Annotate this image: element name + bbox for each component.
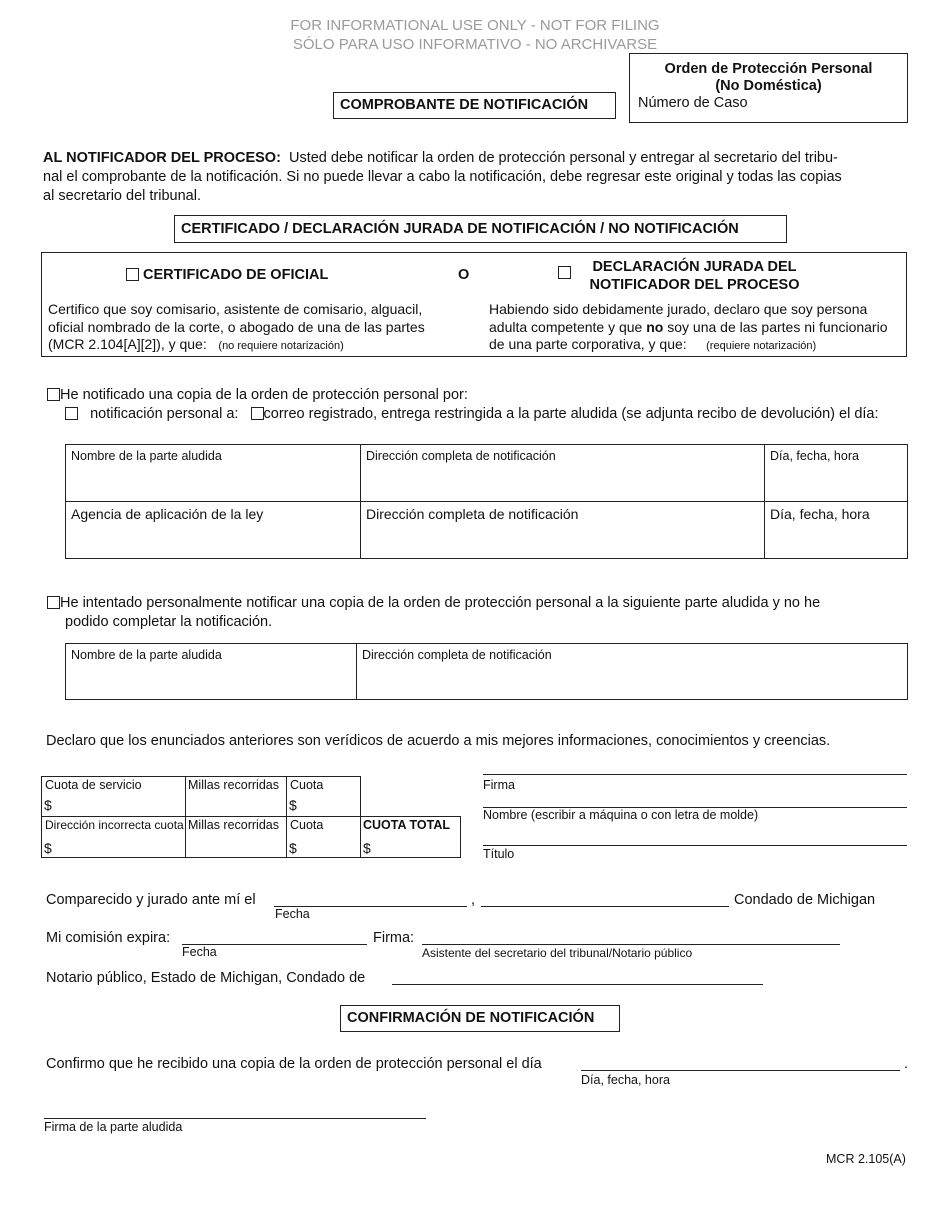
total-fee-input[interactable]: $ (363, 840, 371, 856)
instructions-line-2: nal el comprobante de la notificación. Si no puede llevar a cabo la notificación, debe regresar este original y todas las copias (43, 169, 842, 185)
agency-address-cell[interactable]: Dirección completa de notificación (361, 502, 765, 559)
table-row (66, 644, 908, 700)
served-table (65, 444, 908, 559)
served-name-cell[interactable]: Nombre de la parte aludida (66, 445, 361, 502)
or-separator: O (458, 267, 470, 283)
county-suffix: Condado de Michigan (734, 892, 876, 908)
commission-date-label: Fecha (182, 945, 217, 959)
notary-public-label: Notario público, Estado de Michigan, Condado de (46, 970, 366, 986)
table-row (66, 445, 908, 502)
agency-datetime-cell[interactable]: Día, fecha, hora (765, 502, 908, 559)
fee-input-2[interactable]: $ (289, 840, 297, 856)
form-title: COMPROBANTE DE NOTIFICACIÓN (333, 92, 616, 119)
acknowledgment-date-label: Día, fecha, hora (581, 1073, 670, 1087)
attempted-checkbox[interactable] (47, 596, 60, 609)
acknowledgment-statement: Confirmo que he recibido una copia de la orden de protección personal el día (46, 1056, 542, 1072)
attempted-statement-line-2: podido completar la notificación. (65, 613, 273, 630)
wrong-address-fee-label: Dirección incorrecta cuota (45, 818, 184, 832)
affidavit-note: (requiere notarización) (706, 340, 817, 352)
instructions-line-3: al secretario del tribunal. (43, 188, 201, 204)
fee-input-1[interactable]: $ (289, 797, 297, 813)
certificate-box (41, 252, 907, 357)
officer-note: (no requiere notarización) (218, 340, 344, 352)
name-label: Nombre (escribir a máquina o con letra de molde) (483, 808, 759, 822)
attempted-address-cell[interactable]: Dirección completa de notificación (357, 644, 908, 700)
fee-label-2: Cuota (290, 818, 324, 832)
personal-service-label: notificación personal a: (90, 406, 239, 422)
certificate-section-title: CERTIFICADO / DECLARACIÓN JURADA DE NOTIFICACIÓN / NO NOTIFICACIÓN (174, 215, 787, 243)
served-statement (47, 387, 468, 403)
order-title-line-2: (No Doméstica) (715, 78, 822, 94)
officer-text-line-3: (MCR 2.104[A][2]), y que: (48, 336, 207, 352)
sworn-before-label: Comparecido y jurado ante mí el (46, 892, 256, 908)
form-number: MCR 2.105(A) (826, 1152, 906, 1166)
fees-grid (41, 776, 461, 859)
instructions-line-1: Usted debe notificar la orden de protección personal y entregar al secretario del tribu- (288, 150, 838, 166)
miles-label-2: Millas recorridas (188, 818, 279, 832)
affidavit-text-line-1: Habiendo sido debidamente jurado, declaro que soy persona (489, 301, 868, 317)
affidavit-title-line-2: NOTIFICADOR DEL PROCESO (589, 277, 800, 293)
served-statement-text: He notificado una copia de la orden de protección personal por: (60, 387, 468, 403)
acknowledgment-title: CONFIRMACIÓN DE NOTIFICACIÓN (340, 1005, 620, 1032)
party-signature-label: Firma de la parte aludida (44, 1120, 183, 1134)
affidavit-text-line-2c: soy una de las partes ni funcionario (667, 318, 888, 335)
total-fee-label: CUOTA TOTAL (363, 818, 451, 832)
instructions (43, 149, 913, 206)
attempted-name-cell[interactable]: Nombre de la parte aludida (66, 644, 357, 700)
case-number-label: Número de Caso (638, 95, 748, 111)
miles-label-1: Millas recorridas (188, 778, 279, 792)
title-line[interactable] (483, 845, 907, 846)
officer-text (48, 301, 468, 356)
declaration-text: Declaro que los enunciados anteriores son verídicos de acuerdo a mis mejores informaciones, conocimientos y creencias. (46, 733, 831, 749)
attempted-table (65, 643, 908, 700)
sworn-date-label: Fecha (275, 907, 310, 921)
commission-expires-label: Mi comisión expira: (46, 930, 171, 946)
affidavit-title (562, 258, 827, 294)
agency-name-cell[interactable]: Agencia de aplicación de la ley (66, 502, 361, 559)
fee-label-1: Cuota (290, 778, 324, 792)
table-row (66, 502, 908, 559)
party-signature-line[interactable] (44, 1118, 426, 1119)
signature-label: Firma (483, 778, 515, 792)
officer-certificate (126, 267, 328, 283)
affidavit-text-line-2b: no (646, 318, 664, 335)
acknowledgment-date-line[interactable] (581, 1070, 900, 1071)
order-title-line-1: Orden de Protección Personal (664, 61, 873, 77)
title-label: Título (483, 847, 515, 861)
served-checkbox[interactable] (47, 388, 60, 401)
instructions-lead: AL NOTIFICADOR DEL PROCESO: (43, 150, 281, 166)
service-fee-label: Cuota de servicio (45, 778, 142, 792)
officer-certificate-title: CERTIFICADO DE OFICIAL (143, 267, 329, 283)
affidavit-text-line-3: de una parte corporativa, y que: (489, 336, 687, 352)
service-fee-input[interactable]: $ (44, 797, 52, 813)
personal-service-checkbox[interactable] (65, 407, 78, 420)
signature-line[interactable] (483, 774, 907, 775)
sworn-county-line[interactable] (481, 906, 729, 907)
served-datetime-cell[interactable]: Día, fecha, hora (765, 445, 908, 502)
served-methods (65, 406, 879, 422)
notary-signature-line[interactable] (422, 944, 840, 945)
clerk-label: Asistente del secretario del tribunal/Notario público (422, 946, 693, 960)
affidavit-text (489, 301, 907, 356)
affidavit-title-line-1: DECLARACIÓN JURADA DEL (592, 259, 797, 275)
attempted-statement-line-1: He intentado personalmente notificar una copia de la orden de protección personal a la siguiente parte aludida y no he (60, 595, 821, 611)
notary-county-line[interactable] (392, 984, 763, 985)
wrong-address-fee-input[interactable]: $ (44, 840, 52, 856)
watermark-line-1: FOR INFORMATIONAL USE ONLY - NOT FOR FILING (290, 17, 660, 34)
attempted-statement (47, 594, 907, 631)
registered-mail-label: correo registrado, entrega restringida a la parte aludida (se adjunta recibo de devolución) el día: (263, 406, 879, 422)
notary-signature-label: Firma: (373, 930, 415, 946)
watermark-line-2: SÓLO PARA USO INFORMATIVO - NO ARCHIVARSE (292, 36, 658, 53)
affidavit-text-line-2a: adulta competente y que (489, 318, 643, 335)
registered-mail-checkbox[interactable] (251, 407, 264, 420)
officer-certificate-checkbox[interactable] (126, 268, 139, 281)
officer-text-line-2: oficial nombrado de la corte, o abogado de una de las partes (48, 318, 425, 335)
case-header-box (629, 53, 908, 123)
served-address-cell[interactable]: Dirección completa de notificación (361, 445, 765, 502)
officer-text-line-1: Certifico que soy comisario, asistente de comisario, alguacil, (48, 301, 423, 317)
